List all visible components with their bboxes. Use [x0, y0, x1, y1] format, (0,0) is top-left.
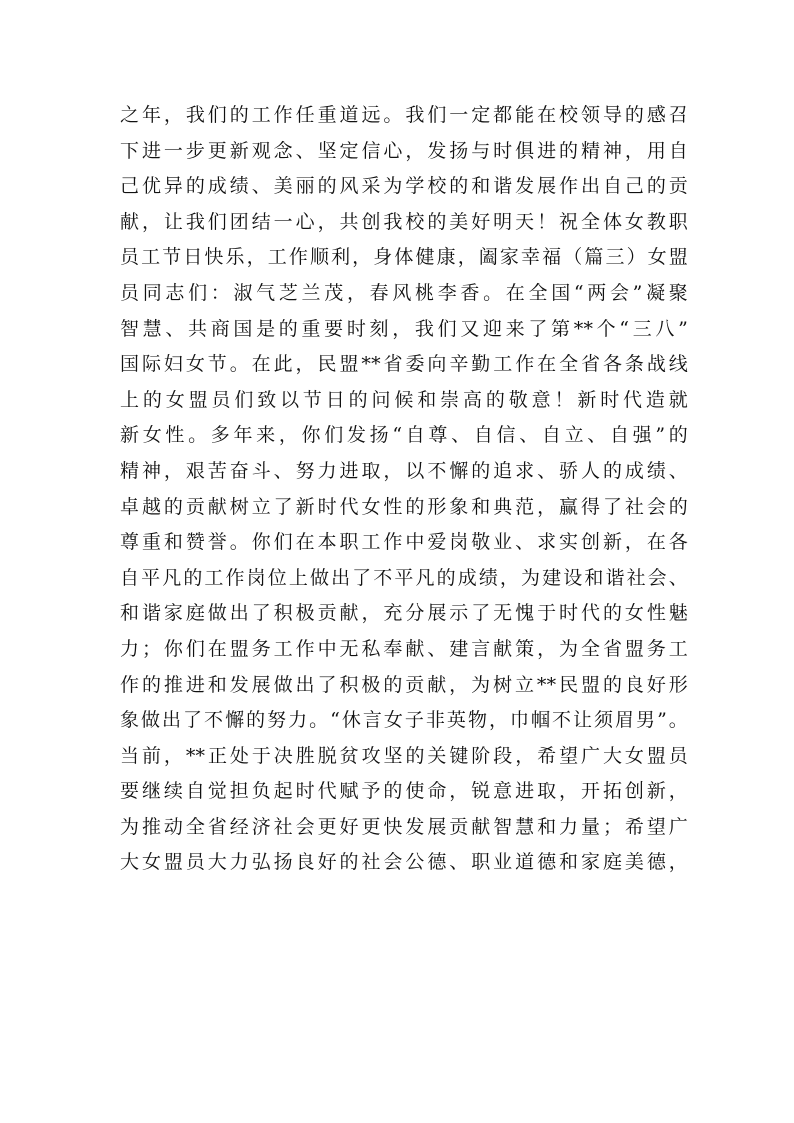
text-line: 作的推进和发展做出了积极的贡献，为树立**民盟的良好形 — [120, 673, 688, 696]
text-line: 精神，艰苦奋斗、努力进取，以不懈的追求、骄人的成绩、 — [120, 459, 688, 482]
text-line: 智慧、共商国是的重要时刻，我们又迎来了第**个“三八” — [120, 317, 688, 340]
body-text — [120, 98, 688, 881]
text-line: 上的女盟员们致以节日的问候和崇高的敬意！新时代造就 — [120, 388, 688, 411]
text-line: 员工节日快乐，工作顺利，身体健康，阖家幸福（篇三）女盟 — [120, 246, 688, 269]
text-line: 尊重和赞誉。你们在本职工作中爱岗敬业、求实创新，在各 — [120, 531, 688, 554]
text-line: 己优异的成绩、美丽的风采为学校的和谐发展作出自己的贡 — [120, 175, 688, 198]
text-line: 大女盟员大力弘扬良好的社会公德、职业道德和家庭美德， — [120, 851, 688, 874]
text-line: 象做出了不懈的努力。“休言女子非英物，巾帼不让须眉男”。 — [120, 709, 688, 732]
text-line: 要继续自觉担负起时代赋予的使命，锐意进取，开拓创新， — [120, 780, 688, 803]
text-line: 新女性。多年来，你们发扬“自尊、自信、自立、自强”的 — [120, 424, 688, 447]
text-line: 献，让我们团结一心，共创我校的美好明天！祝全体女教职 — [120, 210, 688, 233]
text-line: 卓越的贡献树立了新时代女性的形象和典范，赢得了社会的 — [120, 495, 688, 518]
text-line: 当前，**正处于决胜脱贫攻坚的关键阶段，希望广大女盟员 — [120, 744, 688, 767]
text-line: 国际妇女节。在此，民盟**省委向辛勤工作在全省各条战线 — [120, 353, 688, 376]
text-line: 自平凡的工作岗位上做出了不平凡的成绩，为建设和谐社会、 — [120, 566, 688, 589]
text-line: 力；你们在盟务工作中无私奉献、建言献策，为全省盟务工 — [120, 637, 688, 660]
text-line: 员同志们：淑气芝兰茂，春风桃李香。在全国“两会”凝聚 — [120, 281, 688, 304]
text-line: 下进一步更新观念、坚定信心，发扬与时俱进的精神，用自 — [120, 139, 688, 162]
text-line: 之年，我们的工作任重道远。我们一定都能在校领导的感召 — [120, 104, 688, 126]
text-line: 为推动全省经济社会更好更快发展贡献智慧和力量；希望广 — [120, 815, 688, 838]
text-line: 和谐家庭做出了积极贡献，充分展示了无愧于时代的女性魅 — [120, 602, 688, 625]
